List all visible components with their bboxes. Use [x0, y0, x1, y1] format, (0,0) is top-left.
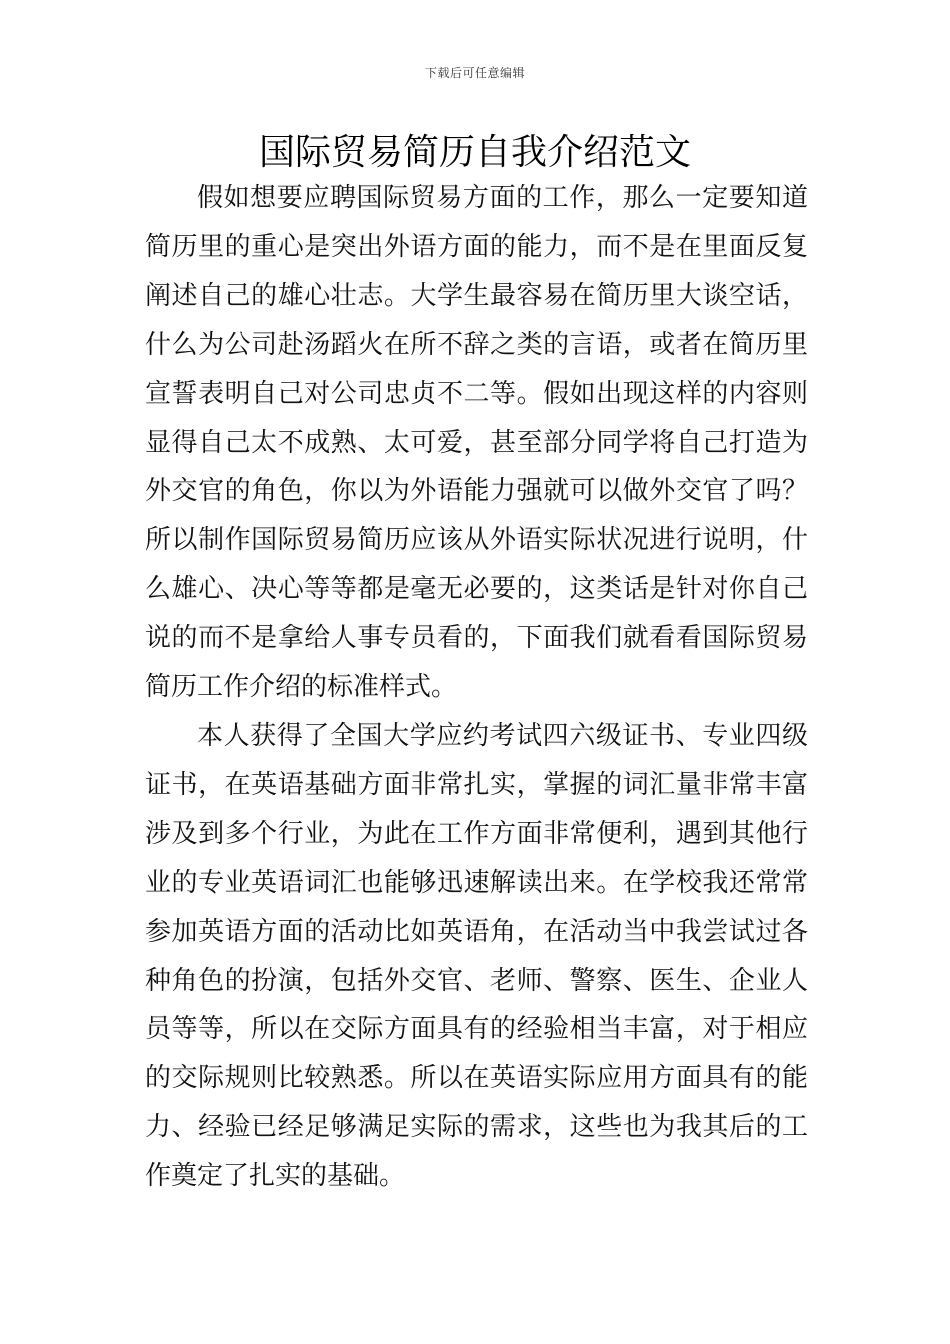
document-title: 国际贸易简历自我介绍范文: [258, 132, 691, 173]
paragraph-intro: 假如想要应聘国际贸易方面的工作，那么一定要知道简历里的重心是突出外语方面的能力，而不是在里面反复阐述自己的雄心壮志。大学生最容易在简历里大谈空话，什么为公司赴汤蹈火在所不辞之类的言语，或者在简历里宣誓表明自己对公司忠贞不二等。假如出现这样的内容则显得自己太不成熟、太可爱，甚至部分同学将自己打造为外交官的角色，你以为外语能力强就可以做外交官了吗？所以制作国际贸易简历应该从外语实际状况进行说明，什么雄心、决心等等都是毫无必要的，这类话是针对你自己说的而不是拿给人事专员看的，下面我们就看看国际贸易简历工作介绍的标准样式。: [145, 183, 808, 703]
header-note: 下载后可任意编辑: [424, 66, 525, 80]
document-body: [145, 174, 808, 1201]
paragraph-self-introduction: 本人获得了全国大学应约考试四六级证书、专业四级证书，在英语基础方面非常扎实，掌握的词汇量非常丰富涉及到多个行业，为此在工作方面非常便利，遇到其他行业的专业英语词汇也能够迅速解读出来。在学校我还常常参加英语方面的活动比如英语角，在活动当中我尝试过各种角色的扮演，包括外交官、老师、警察、医生、企业人员等等，所以在交际方面具有的经验相当丰富，对于相应的交际规则比较熟悉。所以在英语实际应用方面具有的能力、经验已经足够满足实际的需求，这些也为我其后的工作奠定了扎实的基础。: [145, 720, 808, 1192]
